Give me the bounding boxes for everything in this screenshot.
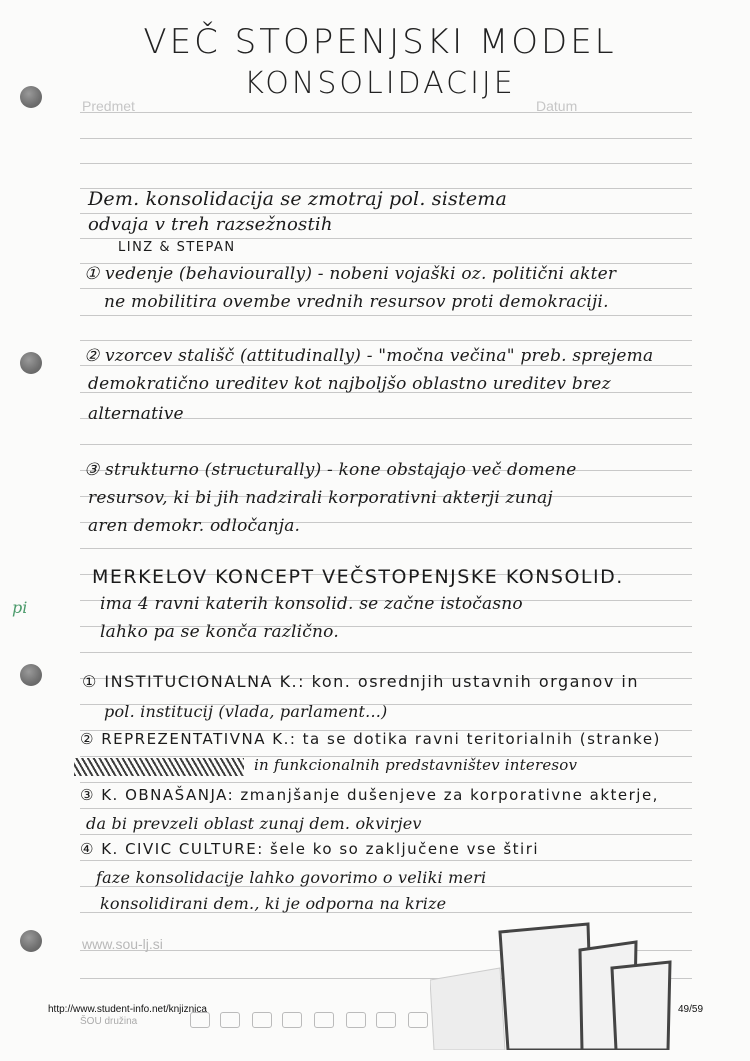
page-corner-graphic [430,910,680,1050]
page-number: 49/59 [678,1004,704,1015]
ruled-line [80,860,692,861]
note-line: ④ K. CIVIC CULTURE: šele ko so zaključene vse štiri [80,840,540,858]
note-line: ne mobilitira ovembe vrednih resursov proti demokraciji. [104,292,609,312]
website-label: www.sou-lj.si [82,936,163,952]
binder-hole-bottom [20,930,42,952]
note-line: ③ strukturno (structurally) - kone obstajajo več domene [84,460,577,480]
binder-hole-top [20,86,42,108]
ruled-line [80,288,692,289]
ruled-line [80,782,692,783]
ruled-line [80,238,692,239]
note-line: alternative [88,404,184,424]
ruled-line [80,444,692,445]
margin-mark: pi [12,598,28,617]
note-line: resursov, ki bi jih nadzirali korporativni akterji zunaj [88,488,553,508]
sponsor-logo [252,1012,272,1028]
note-line: lahko pa se konča različno. [100,622,339,642]
subject-label: Predmet [82,98,135,114]
sponsor-logo [220,1012,240,1028]
note-line: MERKELOV KONCEPT VEČSTOPENJSKE KONSOLID. [92,566,624,588]
ruled-line [80,340,692,341]
note-line: in funkcionalnih predstavništev interesov [254,756,578,774]
ruled-line [80,163,692,164]
sponsor-logo [408,1012,428,1028]
note-line: ③ K. OBNAŠANJA: zmanjšanje dušenjeve za korporativne akterje, [80,786,659,804]
note-line: ② vzorcev stališč (attitudinally) - "močna večina" preb. sprejema [84,346,654,366]
sponsor-logo [376,1012,396,1028]
sponsor-logo [190,1012,210,1028]
note-line: ① INSTITUCIONALNA K.: kon. osrednjih ustavnih organov in [82,672,639,691]
note-line: aren demokr. odločanja. [88,516,301,536]
ruled-line [80,808,692,809]
note-line: konsolidirani dem., ki je odporna na krize [100,894,447,913]
note-line: ima 4 ravni katerih konsolid. se začne istočasno [100,594,523,614]
ruled-line [80,112,692,113]
note-line: LINZ & STEPAN [118,240,236,255]
binder-hole-lower [20,664,42,686]
binder-hole-upper [20,352,42,374]
page-title-line1: VEČ STOPENJSKI MODEL [143,22,617,62]
ruled-line [80,138,692,139]
note-line: ② REPREZENTATIVNA K.: ta se dotika ravni teritorialnih (stranke) [80,730,661,748]
scribble-strikeout [74,758,244,776]
note-line: Dem. konsolidacija se zmotraj pol. sistema [88,188,508,210]
ruled-line [80,652,692,653]
note-line: demokratično ureditev kot najboljšo oblastno ureditev brez [88,374,611,394]
date-label: Datum [536,98,578,114]
note-line: faze konsolidacije lahko govorimo o veliki meri [96,868,487,887]
note-line: odvaja v treh razsežnostih [88,214,333,235]
note-line: pol. institucij (vlada, parlament...) [104,702,388,721]
ruled-line [80,834,692,835]
footer-url: http://www.student-info.net/knjiznica [48,1004,207,1015]
note-line: da bi prevzeli oblast zunaj dem. okvirjev [86,814,422,833]
page-title-line2: KONSOLIDACIJE [244,66,516,101]
sponsor-logo [282,1012,302,1028]
sponsor-logo [346,1012,366,1028]
note-line: ① vedenje (behaviourally) - nobeni vojaški oz. politični akter [84,264,617,284]
brand-label: ŠOU družina [80,1016,138,1027]
ruled-line [80,548,692,549]
ruled-line [80,315,692,316]
sponsor-logo [314,1012,334,1028]
